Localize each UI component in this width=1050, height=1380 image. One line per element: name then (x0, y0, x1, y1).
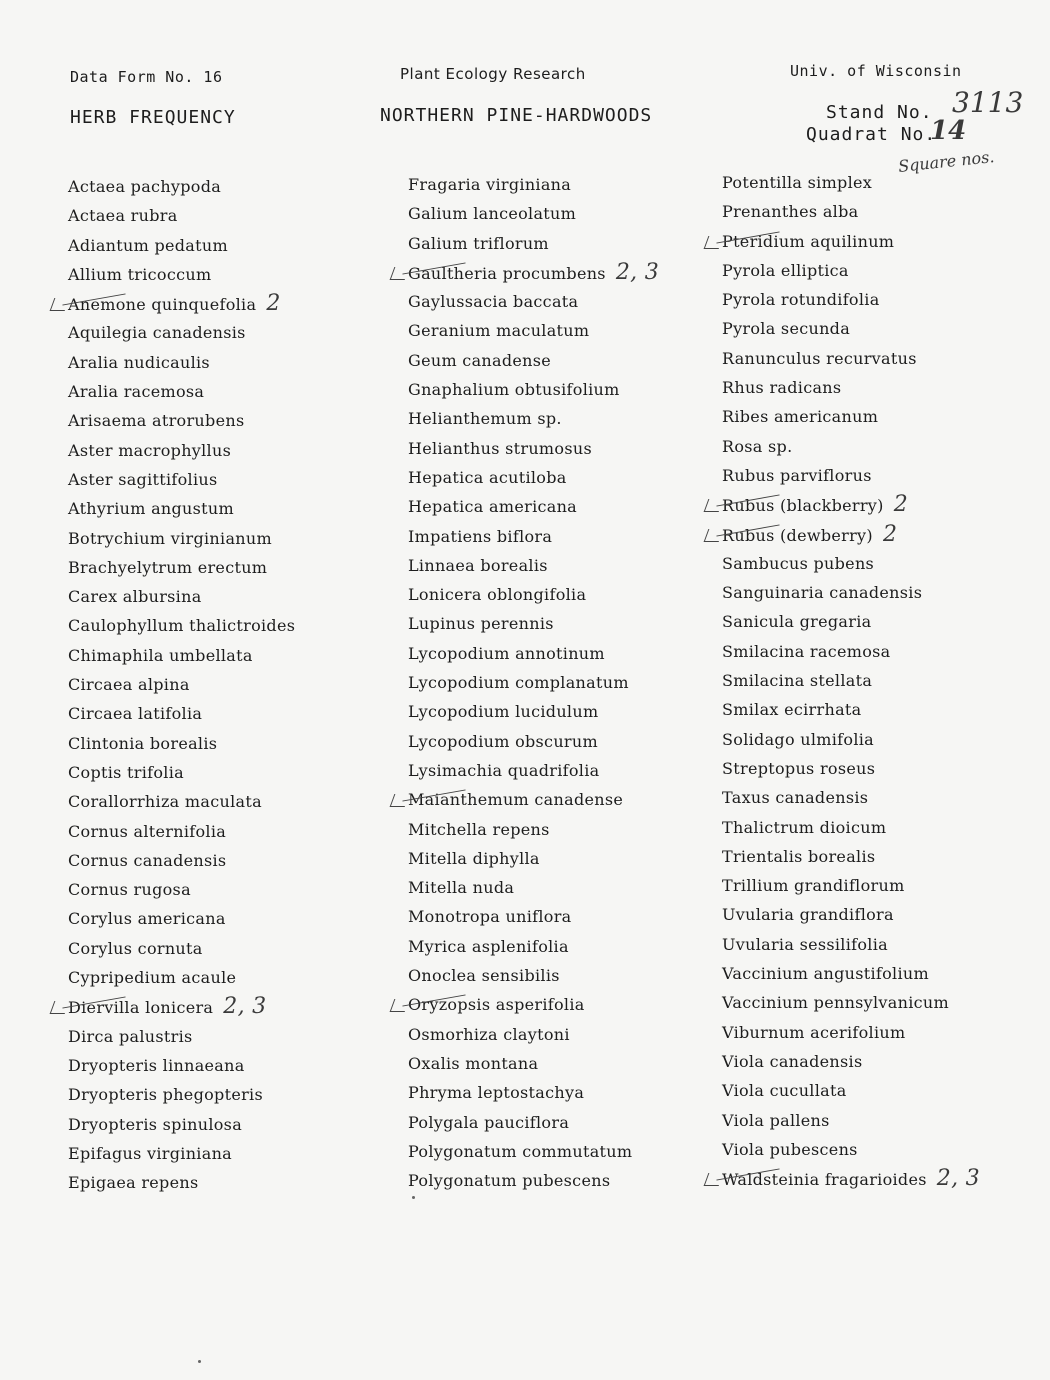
species-item (722, 783, 980, 812)
species-name: Thalictrum dioicum (722, 817, 887, 837)
species-item (722, 1135, 980, 1164)
species-name: Pteridium aquilinum (722, 231, 895, 251)
species-name: Pyrola rotundifolia (722, 290, 880, 310)
species-item (408, 199, 659, 228)
species-item (68, 1051, 295, 1080)
species-item (722, 842, 980, 871)
species-item (408, 375, 659, 404)
species-item (408, 346, 659, 375)
species-item (408, 551, 659, 580)
species-name: Geranium maculatum (408, 321, 590, 341)
species-item (68, 465, 295, 494)
species-item (68, 1080, 295, 1109)
species-name: Rubus (blackberry) (722, 496, 884, 516)
species-item (68, 992, 295, 1021)
species-name: Lycopodium lucidulum (408, 702, 599, 722)
species-name: Corylus americana (68, 909, 226, 929)
species-name: Mitchella repens (408, 819, 550, 839)
form-number: Data Form No. 16 (70, 68, 223, 86)
species-name: Galium triflorum (408, 233, 549, 253)
species-name: Phryma leptostachya (408, 1083, 585, 1103)
species-name: Gaylussacia baccata (408, 292, 579, 312)
species-item (722, 725, 980, 754)
species-item (68, 494, 295, 523)
species-item (408, 990, 659, 1019)
species-item (68, 787, 295, 816)
species-name: Allium tricoccum (68, 264, 212, 284)
species-item (722, 490, 980, 519)
species-name: Rubus parviflorus (722, 465, 872, 485)
species-item (68, 611, 295, 640)
species-name: Helianthemum sp. (408, 409, 562, 429)
species-name: Myrica asplenifolia (408, 936, 569, 956)
species-name: Smilacina racemosa (722, 641, 891, 661)
species-item (68, 172, 295, 201)
paper-speck (198, 1360, 201, 1363)
species-name: Epigaea repens (68, 1173, 199, 1193)
form-subtitle: NORTHERN PINE-HARDWOODS (380, 105, 653, 126)
species-item (408, 1049, 659, 1078)
stand-value: 3113 (952, 86, 1024, 119)
frequency-mark: 2 (266, 291, 281, 317)
species-item (68, 934, 295, 963)
species-item (408, 873, 659, 902)
species-item (722, 227, 980, 256)
species-name: Arisaema atrorubens (68, 411, 245, 431)
species-item (408, 609, 659, 638)
species-name: Rhus radicans (722, 378, 842, 398)
species-name: Uvularia sessilifolia (722, 934, 888, 954)
species-item (408, 463, 659, 492)
species-item (722, 900, 980, 929)
species-name: Lycopodium annotinum (408, 643, 605, 663)
species-item (722, 197, 980, 226)
species-item (408, 756, 659, 785)
species-name: Diervilla lonicera (68, 998, 214, 1018)
species-name: Solidago ulmifolia (722, 729, 875, 749)
species-name: Galium lanceolatum (408, 204, 577, 224)
species-item (68, 1022, 295, 1051)
species-item (722, 1106, 980, 1135)
species-name: Rubus (dewberry) (722, 525, 873, 545)
species-name: Viola pallens (722, 1110, 830, 1130)
species-name: Maianthemum canadense (408, 790, 624, 810)
species-item (722, 168, 980, 197)
species-name: Prenanthes alba (722, 202, 859, 222)
species-item (68, 729, 295, 758)
species-name: Aralia racemosa (68, 382, 205, 402)
species-item (68, 201, 295, 230)
species-item (408, 902, 659, 931)
species-item (722, 988, 980, 1017)
quadrat-note: Square nos. (897, 147, 996, 176)
species-item (68, 758, 295, 787)
species-item (68, 406, 295, 435)
frequency-mark: 2, 3 (223, 994, 267, 1020)
species-name: Mitella diphylla (408, 848, 540, 868)
species-name: Trientalis borealis (722, 846, 876, 866)
species-item (408, 522, 659, 551)
species-item (408, 639, 659, 668)
species-name: Dryopteris spinulosa (68, 1114, 243, 1134)
species-name: Waldsteinia fragarioides (722, 1170, 927, 1190)
species-name: Aster sagittifolius (68, 469, 218, 489)
species-item (722, 285, 980, 314)
species-name: Smilacina stellata (722, 671, 873, 691)
species-item (408, 668, 659, 697)
species-name: Impatiens biflora (408, 526, 553, 546)
species-item (722, 344, 980, 373)
species-item (408, 434, 659, 463)
species-name: Cypripedium acaule (68, 968, 237, 988)
species-name: Adiantum pedatum (68, 235, 228, 255)
species-name: Dryopteris phegopteris (68, 1085, 263, 1105)
species-name: Viola canadensis (722, 1051, 863, 1071)
species-item (408, 1137, 659, 1166)
species-item (68, 260, 295, 289)
species-name: Osmorhiza claytoni (408, 1024, 570, 1044)
species-name: Clintonia borealis (68, 733, 218, 753)
species-name: Uvularia grandiflora (722, 905, 894, 925)
frequency-mark: 2, 3 (936, 1166, 980, 1192)
species-name: Lupinus perennis (408, 614, 554, 634)
frequency-mark: 2 (893, 492, 908, 518)
quadrat-value: 14 (930, 116, 967, 146)
species-column-3 (722, 168, 980, 1193)
species-name: Vaccinium pennsylvanicum (722, 993, 949, 1013)
species-name: Corallorrhiza maculata (68, 792, 262, 812)
species-name: Circaea latifolia (68, 704, 203, 724)
species-name: Smilax ecirrhata (722, 700, 862, 720)
species-name: Streptopus roseus (722, 758, 876, 778)
species-item (722, 1164, 980, 1193)
species-name: Viola pubescens (722, 1139, 858, 1159)
species-name: Monotropa uniflora (408, 907, 572, 927)
species-name: Anemone quinquefolia (68, 295, 257, 315)
species-item (68, 699, 295, 728)
species-item (408, 316, 659, 345)
species-name: Oryzopsis asperifolia (408, 995, 585, 1015)
species-item (722, 432, 980, 461)
project-name: Plant Ecology Research (400, 65, 586, 83)
species-item (408, 785, 659, 814)
species-item (408, 229, 659, 258)
species-item (68, 1168, 295, 1197)
species-item (722, 578, 980, 607)
species-item (408, 815, 659, 844)
species-item (408, 1166, 659, 1195)
species-item (722, 666, 980, 695)
species-name: Linnaea borealis (408, 555, 548, 575)
species-item (408, 287, 659, 316)
species-item (68, 817, 295, 846)
species-item (408, 580, 659, 609)
species-name: Lycopodium complanatum (408, 673, 629, 693)
species-item (68, 670, 295, 699)
species-item (722, 1018, 980, 1047)
species-name: Oxalis montana (408, 1053, 539, 1073)
species-column-1 (68, 172, 295, 1197)
species-name: Athyrium angustum (68, 499, 234, 519)
species-item (408, 697, 659, 726)
species-name: Ranunculus recurvatus (722, 348, 917, 368)
species-name: Helianthus strumosus (408, 438, 592, 458)
species-name: Ribes americanum (722, 407, 879, 427)
species-name: Carex albursina (68, 587, 202, 607)
species-name: Cornus canadensis (68, 850, 227, 870)
species-name: Trillium grandiflorum (722, 876, 905, 896)
species-item (722, 520, 980, 549)
species-item (68, 641, 295, 670)
species-item (722, 607, 980, 636)
species-item (68, 846, 295, 875)
species-item (408, 932, 659, 961)
species-item (68, 289, 295, 318)
species-item (68, 318, 295, 347)
species-name: Sanicula gregaria (722, 612, 872, 632)
species-name: Gnaphalium obtusifolium (408, 380, 620, 400)
species-item (722, 1076, 980, 1105)
species-name: Botrychium virginianum (68, 528, 272, 548)
species-name: Geum canadense (408, 350, 552, 370)
species-name: Dirca palustris (68, 1026, 193, 1046)
species-item (408, 727, 659, 756)
species-item (722, 314, 980, 343)
species-item (408, 844, 659, 873)
species-name: Caulophyllum thalictroides (68, 616, 296, 636)
species-name: Chimaphila umbellata (68, 645, 253, 665)
species-name: Potentilla simplex (722, 173, 873, 192)
species-item (68, 1139, 295, 1168)
species-name: Taxus canadensis (722, 788, 869, 808)
species-name: Coptis trifolia (68, 762, 184, 782)
species-item (408, 961, 659, 990)
institution: Univ. of Wisconsin (790, 62, 962, 80)
species-name: Aster macrophyllus (68, 440, 232, 460)
species-name: Dryopteris linnaeana (68, 1055, 245, 1075)
species-item (722, 754, 980, 783)
species-name: Epifagus virginiana (68, 1143, 233, 1163)
species-item (68, 524, 295, 553)
species-name: Viola cucullata (722, 1081, 847, 1101)
species-item (68, 582, 295, 611)
species-name: Cornus rugosa (68, 880, 191, 900)
species-name: Rosa sp. (722, 436, 793, 456)
species-item (408, 492, 659, 521)
species-name: Onoclea sensibilis (408, 966, 560, 986)
species-name: Hepatica acutiloba (408, 467, 567, 487)
species-name: Polygala pauciflora (408, 1112, 570, 1132)
species-item (68, 963, 295, 992)
species-item (68, 436, 295, 465)
frequency-mark: 2, 3 (615, 259, 660, 285)
species-name: Aralia nudicaulis (68, 352, 210, 372)
species-name: Fragaria virginiana (408, 175, 572, 194)
species-name: Polygonatum commutatum (408, 1141, 633, 1161)
form-title: HERB FREQUENCY (70, 107, 236, 128)
quadrat-label: Quadrat No. (806, 124, 937, 145)
species-item (722, 695, 980, 724)
paper-speck (412, 1196, 415, 1199)
species-item (408, 258, 659, 287)
species-name: Hepatica americana (408, 497, 578, 517)
species-name: Actaea rubra (68, 206, 178, 226)
species-name: Brachyelytrum erectum (68, 557, 268, 577)
species-item (722, 813, 980, 842)
species-item (68, 348, 295, 377)
species-item (408, 170, 659, 199)
species-item (68, 1110, 295, 1139)
species-item (722, 402, 980, 431)
species-name: Mitella nuda (408, 878, 515, 898)
frequency-mark: 2 (882, 521, 898, 547)
species-name: Cornus alternifolia (68, 821, 227, 841)
species-item (722, 959, 980, 988)
species-name: Circaea alpina (68, 675, 190, 695)
species-item (722, 637, 980, 666)
species-name: Aquilegia canadensis (68, 323, 246, 343)
species-item (722, 1047, 980, 1076)
species-name: Lysimachia quadrifolia (408, 760, 600, 780)
species-name: Viburnum acerifolium (722, 1022, 906, 1042)
species-item (722, 461, 980, 490)
species-name: Corylus cornuta (68, 938, 203, 958)
species-name: Sanguinaria canadensis (722, 583, 923, 603)
species-item (722, 256, 980, 285)
species-name: Pyrola secunda (722, 319, 851, 339)
species-item (68, 904, 295, 933)
species-item (408, 1078, 659, 1107)
species-name: Polygonatum pubescens (408, 1171, 611, 1191)
stand-label: Stand No. (826, 102, 933, 123)
species-item (68, 553, 295, 582)
species-item (68, 231, 295, 260)
species-item (68, 377, 295, 406)
species-item (722, 373, 980, 402)
species-item (408, 1020, 659, 1049)
species-column-2 (408, 170, 659, 1195)
species-item (722, 549, 980, 578)
species-name: Pyrola elliptica (722, 260, 849, 280)
species-item (68, 875, 295, 904)
species-item (408, 1108, 659, 1137)
species-name: Lycopodium obscurum (408, 731, 598, 751)
species-name: Actaea pachypoda (68, 177, 222, 196)
species-name: Vaccinium angustifolium (722, 964, 929, 984)
species-item (722, 930, 980, 959)
species-item (722, 871, 980, 900)
species-name: Lonicera oblongifolia (408, 585, 587, 605)
species-item (408, 404, 659, 433)
species-name: Sambucus pubens (722, 553, 875, 573)
species-name: Gaultheria procumbens (408, 263, 606, 283)
